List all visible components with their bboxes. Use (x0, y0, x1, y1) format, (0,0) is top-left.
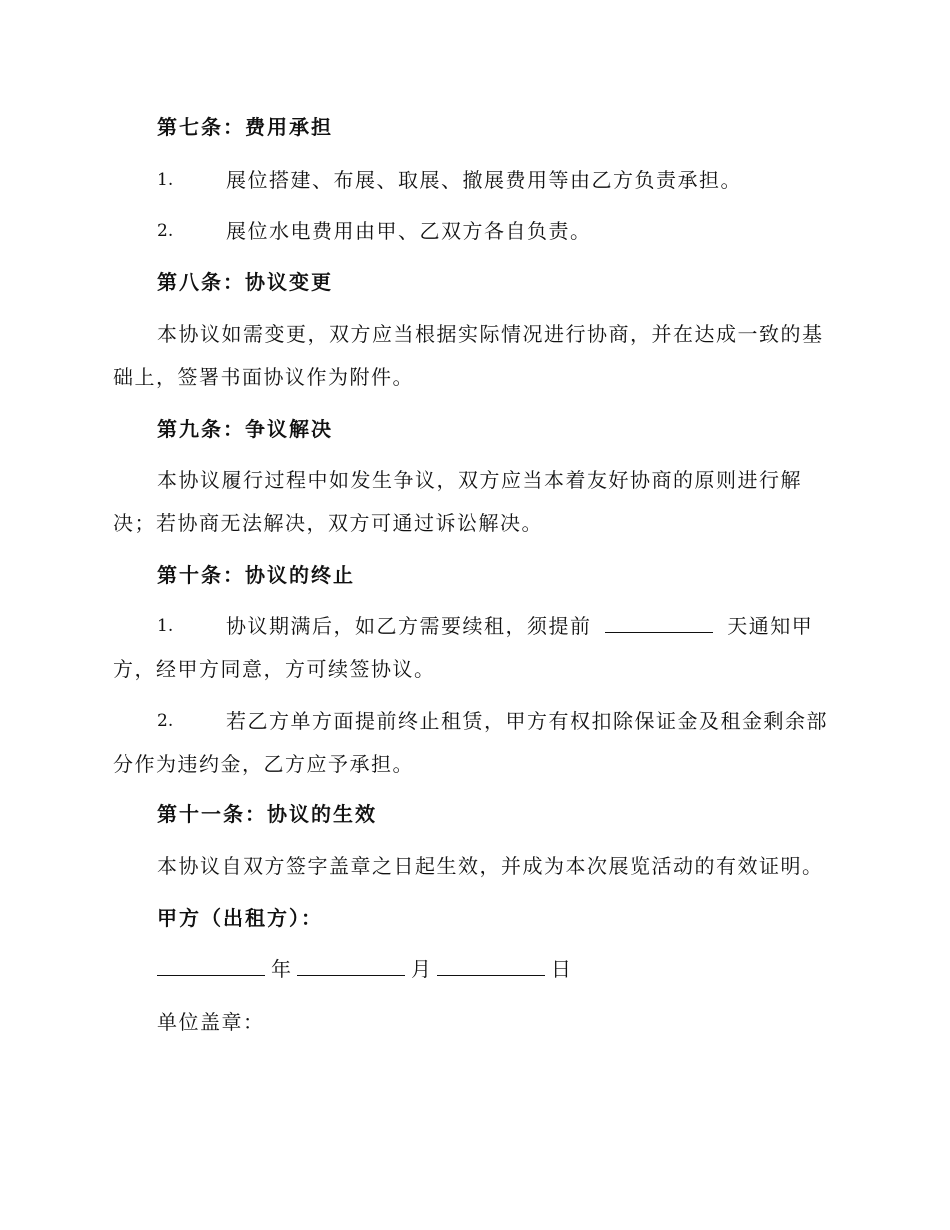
article-10-item-1-line-1 (226, 612, 813, 640)
article-11-heading: 第十一条：协议的生效 (157, 802, 377, 826)
article-10-item-1-text-before: 协议期满后，如乙方需要续租，须提前 (226, 614, 592, 638)
article-7-item-1-text: 展位搭建、布展、取展、撤展费用等由乙方负责承担。 (226, 168, 742, 192)
day-blank[interactable] (437, 957, 545, 976)
article-9-heading: 第九条：争议解决 (157, 417, 333, 441)
article-9-paragraph-line-1: 本协议履行过程中如发生争议，双方应当本着友好协商的原则进行解 (157, 468, 802, 492)
year-label: 年 (271, 957, 291, 981)
article-10-item-2-line-2: 分作为违约金，乙方应予承担。 (113, 752, 414, 776)
article-7-item-1-number: 1. (157, 170, 174, 190)
date-line (157, 955, 571, 983)
article-8-heading: 第八条：协议变更 (157, 270, 333, 294)
article-9-paragraph-line-2: 决；若协商无法解决，双方可通过诉讼解决。 (113, 511, 543, 535)
party-a-label: 甲方（出租方）： (157, 906, 323, 930)
article-10-item-1-text-after: 天通知甲 (727, 614, 814, 638)
article-10-item-2-line-1: 若乙方单方面提前终止租赁，甲方有权扣除保证金及租金剩余部 (226, 709, 828, 733)
article-8-paragraph-line-2: 础上，签署书面协议作为附件。 (113, 365, 414, 389)
article-7-heading: 第七条：费用承担 (157, 115, 333, 139)
article-11-paragraph: 本协议自双方签字盖章之日起生效，并成为本次展览活动的有效证明。 (157, 854, 824, 878)
month-blank[interactable] (297, 957, 405, 976)
article-10-heading: 第十条：协议的终止 (157, 563, 355, 587)
renewal-days-blank[interactable] (605, 614, 713, 633)
seal-label: 单位盖章： (157, 1010, 265, 1034)
article-10-item-1-line-2: 方，经甲方同意，方可续签协议。 (113, 657, 436, 681)
article-7-item-2-text: 展位水电费用由甲、乙双方各自负责。 (226, 219, 592, 243)
article-8-paragraph-line-1: 本协议如需变更，双方应当根据实际情况进行协商，并在达成一致的基 (157, 322, 824, 346)
article-10-item-1-number: 1. (157, 616, 174, 636)
year-blank[interactable] (157, 957, 265, 976)
article-7-item-2-number: 2. (157, 221, 174, 241)
day-label: 日 (551, 957, 571, 981)
month-label: 月 (411, 957, 431, 981)
article-10-item-2-number: 2. (157, 711, 174, 731)
